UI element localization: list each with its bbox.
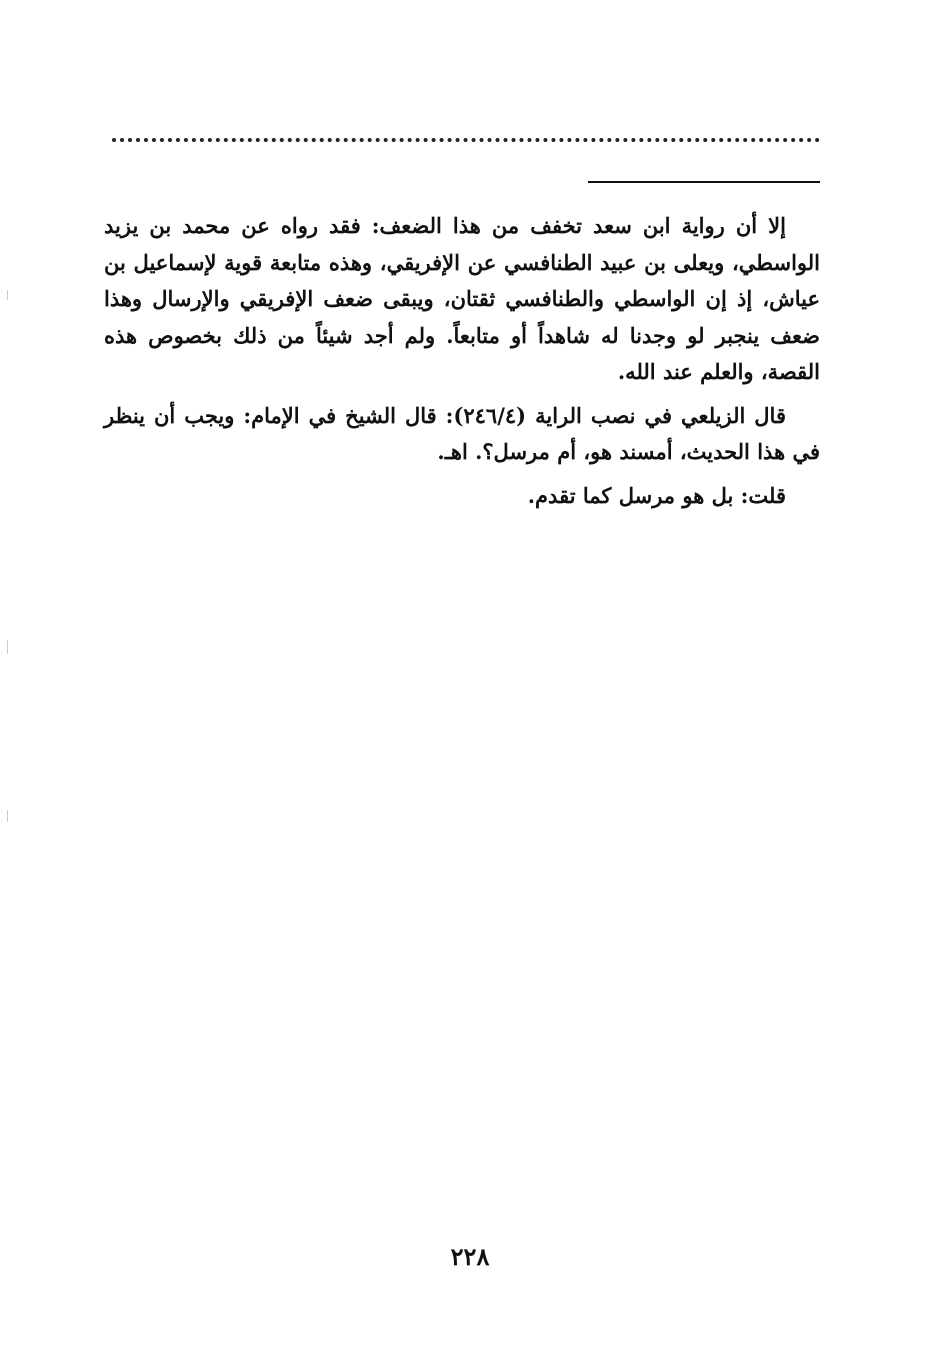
paragraph-3	[104, 478, 820, 515]
paragraph-1	[104, 208, 820, 391]
scan-margin-mark	[7, 810, 8, 822]
footnote-text	[104, 208, 820, 514]
dotted-separator	[112, 138, 820, 142]
paragraph-2	[104, 398, 820, 471]
paragraph-3-text: قلت: بل هو مرسل كما تقدم.	[527, 482, 786, 508]
scan-margin-mark	[7, 640, 8, 654]
footnote-rule	[588, 181, 820, 183]
page-number: ٢٢٨	[450, 1242, 490, 1271]
scan-margin-mark	[7, 290, 8, 300]
paragraph-2-text: قال الزيلعي في نصب الراية (٢٤٦/٤): قال الشيخ في الإمام: ويجب أن ينظر في هذا الحديث، أمسند هو، أم مرسل؟. اهـ.	[104, 402, 820, 464]
paragraph-1-text: إلا أن رواية ابن سعد تخفف من هذا الضعف: فقد رواه عن محمد بن يزيد الواسطي، ويعلى بن عبيد الطنافسي عن الإفريقي، وهذه متابعة قوية لإسماعيل بن عياش، إذ إن الواسطي والطنافسي ثقتان، ويبقى ضعف الإفريقي والإرسال وهذا ضعف ينجبر لو وجدنا له شاهداً أو متابعاً. ولم أجد شيئاً من ذلك بخصوص هذه القصة، والعلم عند الله.	[104, 213, 820, 384]
